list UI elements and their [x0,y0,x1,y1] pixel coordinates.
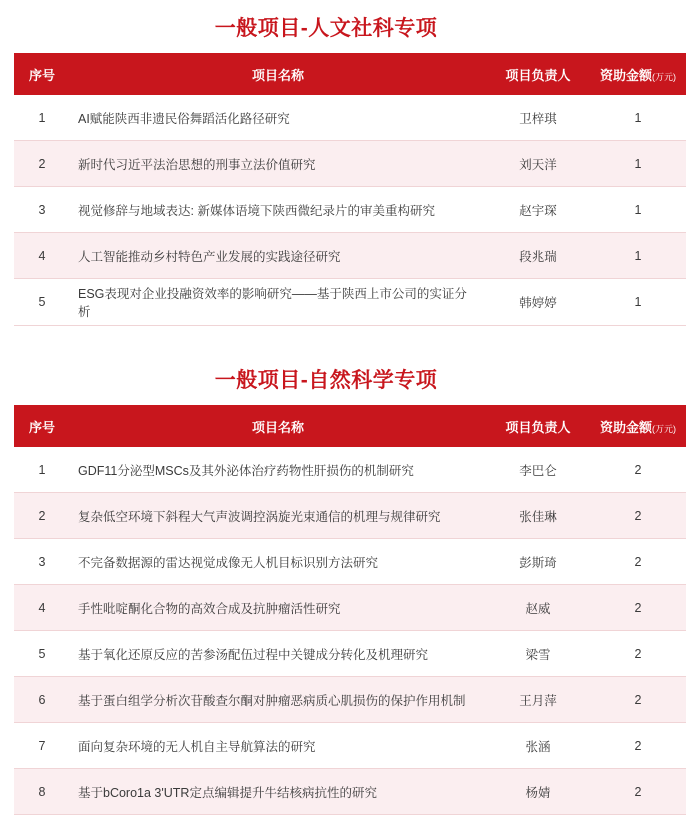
cell-project-name: 面向复杂环境的无人机自主导航算法的研究 [70,723,486,769]
cell-index: 8 [14,769,70,815]
cell-index: 2 [14,141,70,187]
cell-index: 2 [14,493,70,539]
table-row [14,233,686,279]
cell-amount: 2 [590,585,686,631]
cell-leader: 王月萍 [486,677,590,723]
column-header-amount [590,53,686,95]
amount-unit: (万元) [652,423,676,434]
table-header-row [14,405,686,447]
cell-amount: 2 [590,723,686,769]
table-header-row [14,53,686,95]
cell-leader: 张涵 [486,723,590,769]
cell-amount: 2 [590,631,686,677]
column-header-leader: 项目负责人 [486,405,590,447]
cell-leader: 梁雪 [486,631,590,677]
cell-amount: 1 [590,279,686,326]
table-row [14,447,686,493]
cell-project-name: 人工智能推动乡村特色产业发展的实践途径研究 [70,233,486,279]
table-body [14,95,686,326]
table-header [14,405,686,447]
cell-project-name: 不完备数据源的雷达视觉成像无人机目标识别方法研究 [70,539,486,585]
cell-project-name: 基于bCoro1a 3'UTR定点编辑提升牛结核病抗性的研究 [70,769,486,815]
table-row [14,95,686,141]
cell-index: 1 [14,95,70,141]
cell-leader: 赵威 [486,585,590,631]
column-header-project-name: 项目名称 [70,53,486,95]
table-row [14,187,686,233]
cell-leader: 张佳琳 [486,493,590,539]
cell-project-name: ESG表现对企业投融资效率的影响研究——基于陕西上市公司的实证分析 [70,279,486,326]
cell-index: 5 [14,279,70,326]
cell-index: 4 [14,585,70,631]
column-header-project-name: 项目名称 [70,405,486,447]
cell-leader: 段兆瑞 [486,233,590,279]
cell-index: 3 [14,187,70,233]
cell-leader: 彭斯琦 [486,539,590,585]
table-row [14,723,686,769]
cell-amount: 2 [590,493,686,539]
table-header [14,53,686,95]
section-humanities [14,12,676,326]
cell-project-name: 视觉修辞与地域表达: 新媒体语境下陕西微纪录片的审美重构研究 [70,187,486,233]
cell-amount: 2 [590,539,686,585]
cell-index: 5 [14,631,70,677]
cell-amount: 1 [590,95,686,141]
cell-leader: 卫梓琪 [486,95,590,141]
cell-amount: 2 [590,677,686,723]
cell-index: 6 [14,677,70,723]
table-row [14,585,686,631]
cell-index: 7 [14,723,70,769]
section-title-humanities: 一般项目-人文社科专项 [214,17,438,40]
cell-leader: 李巴仑 [486,447,590,493]
column-header-amount [590,405,686,447]
cell-project-name: 基于蛋白组学分析次苷酸查尔酮对肿瘤恶病质心肌损伤的保护作用机制 [70,677,486,723]
column-header-leader: 项目负责人 [486,53,590,95]
table-row [14,769,686,815]
cell-leader: 杨婧 [486,769,590,815]
cell-amount: 2 [590,447,686,493]
column-header-index: 序号 [14,405,70,447]
cell-leader: 刘天洋 [486,141,590,187]
table-row [14,677,686,723]
cell-leader: 赵宇琛 [486,187,590,233]
amount-label: 资助金额 [599,419,652,435]
table-row [14,493,686,539]
table-row [14,279,686,326]
cell-project-name: 新时代习近平法治思想的刑事立法价值研究 [70,141,486,187]
cell-amount: 1 [590,233,686,279]
table-row [14,539,686,585]
section-spacer [14,336,638,352]
cell-project-name: GDF11分泌型MSCs及其外泌体治疗药物性肝损伤的机制研究 [70,447,486,493]
section-natural-science [14,364,676,815]
table-body [14,447,686,815]
cell-index: 4 [14,233,70,279]
document-page [0,12,676,815]
cell-project-name: AI赋能陕西非遗民俗舞蹈活化路径研究 [70,95,486,141]
table-row [14,141,686,187]
amount-unit: (万元) [652,71,676,82]
column-header-index: 序号 [14,53,70,95]
table-row [14,631,686,677]
cell-amount: 2 [590,769,686,815]
cell-project-name: 基于氧化还原反应的苦参汤配伍过程中关键成分转化及机理研究 [70,631,486,677]
cell-project-name: 手性吡啶酮化合物的高效合成及抗肿瘤活性研究 [70,585,486,631]
section-title-natural-science: 一般项目-自然科学专项 [214,369,438,392]
cell-leader: 韩婷婷 [486,279,590,326]
cell-index: 1 [14,447,70,493]
cell-index: 3 [14,539,70,585]
cell-amount: 1 [590,141,686,187]
project-table-humanities [14,53,686,326]
cell-project-name: 复杂低空环境下斜程大气声波调控涡旋光束通信的机理与规律研究 [70,493,486,539]
amount-label: 资助金额 [599,67,652,83]
cell-amount: 1 [590,187,686,233]
project-table-natural-science [14,405,686,815]
